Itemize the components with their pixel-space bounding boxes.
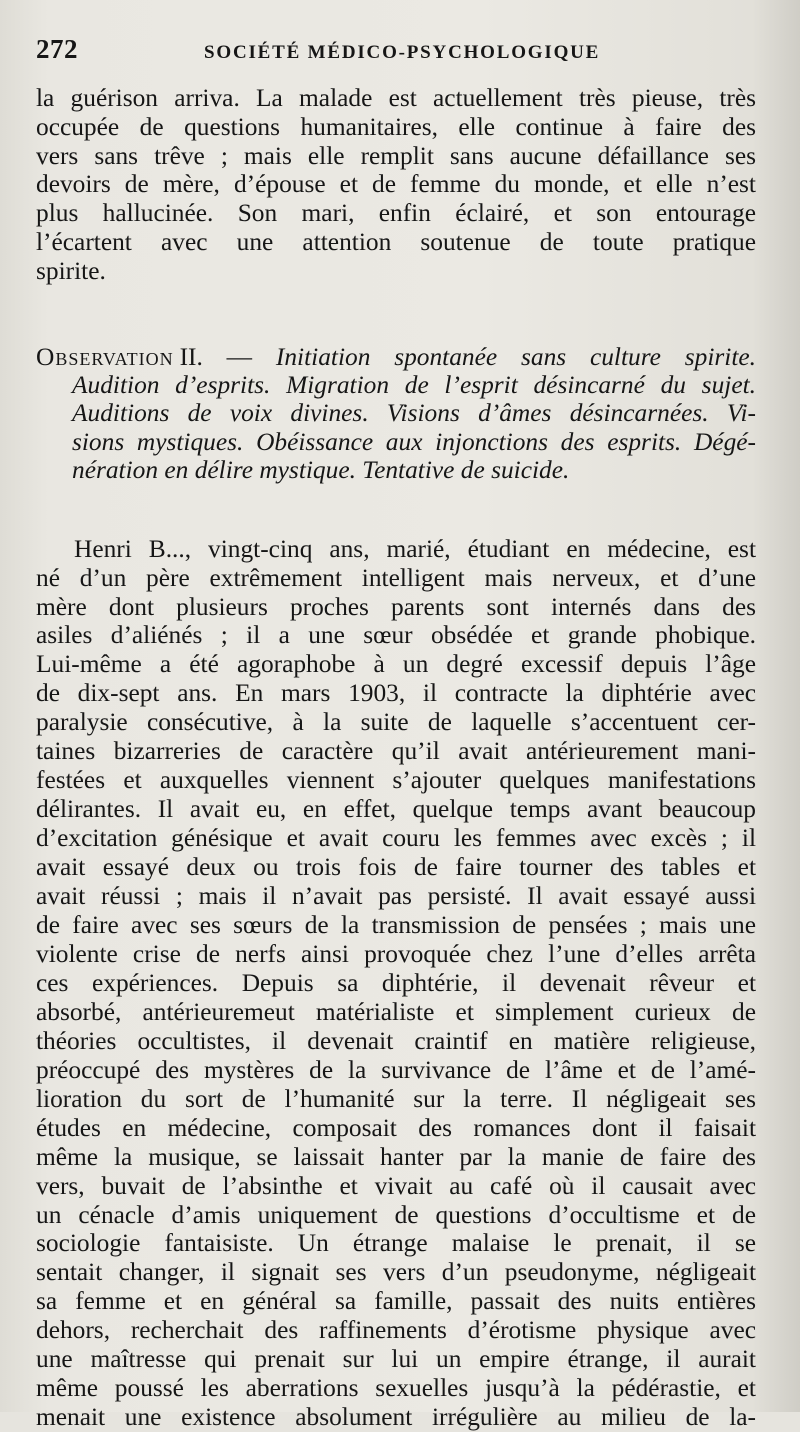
text-line: sentait changer, il signait ses vers d’un pseudonyme, négligeait [36, 1258, 756, 1287]
observation-heading-line [36, 343, 756, 371]
text-line: vers, buvait de l’absinthe et vivait au café où il causait avec [36, 1171, 756, 1200]
text-line: d’excitation génésique et avait couru les femmes avec excès ; il [36, 824, 756, 853]
text-line: vers sans trêve ; mais elle remplit sans aucune défaillance ses [36, 141, 756, 170]
text-line: études en médecine, composait des romances dont il faisait [36, 1113, 756, 1142]
text-line: né d’un père extrêmement intelligent mais nerveux, et d’une [36, 563, 756, 592]
text-line: la guérison arriva. La malade est actuellement très pieuse, très [36, 84, 756, 112]
text-line: menait une existence absolument irrégulière au milieu de la- [36, 1403, 756, 1432]
observation-number: II. [179, 342, 203, 371]
case-paragraph [36, 535, 756, 1432]
text-line: même la musique, se laissait hanter par la manie de faire des [36, 1142, 756, 1171]
text-line: festées et auxquelles viennent s’ajouter quelques manifestations [36, 766, 756, 795]
observation-label: Observation [36, 342, 174, 371]
observation-heading [36, 343, 756, 485]
text-line: plus hallucinée. Son mari, enfin éclairé, et son entourage [36, 199, 756, 228]
observation-line [36, 399, 756, 427]
text-line: mère dont plusieurs proches parents sont internés dans des [36, 592, 756, 621]
text-line: occupée de questions humanitaires, elle continue à faire des [36, 112, 756, 141]
text-line: absorbé, antérieuremeut matérialiste et simplement curieux de [36, 997, 756, 1026]
text-line: lioration du sort de l’humanité sur la terre. Il négligeait ses [36, 1084, 756, 1113]
text-line: Henri B..., vingt-cinq ans, marié, étudiant en médecine, est [74, 534, 756, 563]
text-line: sa femme et en général sa famille, passait des nuits entières [36, 1287, 756, 1316]
text-line: une maîtresse qui prenait sur lui un empire étrange, il aurait [36, 1345, 756, 1374]
text-line: l’écartent avec une attention soutenue de toute pratique [36, 227, 756, 256]
observation-title: Initiation spontanée sans culture spirite. [275, 342, 756, 371]
page-number: 272 [36, 34, 78, 64]
running-title: SOCIÉTÉ MÉDICO-PSYCHOLOGIQUE [204, 42, 601, 63]
running-head [36, 34, 756, 74]
observation-line-text: Audition d’esprits. Migration de l’esprit désincarné du sujet. [72, 370, 756, 399]
text-line: ces expériences. Depuis sa diphtérie, il devenait rêveur et [36, 968, 756, 997]
text-line: de faire avec ses sœurs de la transmission de pensées ; mais une [36, 911, 756, 939]
text-line: spirite. [36, 256, 106, 285]
text-line: même poussé les aberrations sexuelles jusqu’à la pédérastie, et [36, 1374, 756, 1403]
text-line: de dix-sept ans. En mars 1903, il contracte la diphtérie avec [36, 679, 756, 708]
text-line: violente crise de nerfs ainsi provoquée chez l’une d’elles arrêta [36, 939, 756, 968]
text-line: Lui-même a été agoraphobe à un degré excessif depuis l’âge [36, 650, 756, 679]
observation-line [36, 428, 756, 456]
text-line: dehors, recherchait des raffinements d’érotisme physique avec [36, 1316, 756, 1345]
text-line: un cénacle d’amis uniquement de questions d’occultisme et de [36, 1200, 756, 1229]
text-line: devoirs de mère, d’épouse et de femme du monde, et elle n’est [36, 170, 756, 199]
intro-paragraph [36, 84, 756, 286]
observation-line-text: Auditions de voix divines. Visions d’âmes désincarnées. Vi- [72, 399, 756, 428]
text-line: sociologie fantaisiste. Un étrange malaise le prenait, il se [36, 1229, 756, 1258]
text-line: paralysie consécutive, à la suite de laquelle s’accentuent cer- [36, 708, 756, 737]
observation-line [36, 456, 756, 484]
text-line: asiles d’aliénés ; il a une sœur obsédée et grande phobique. [36, 621, 756, 650]
text-line: préoccupé des mystères de la survivance de l’âme et de l’amé- [36, 1055, 756, 1084]
text-line: avait essayé deux ou trois fois de faire tourner des tables et [36, 853, 756, 882]
observation-line-text: nération en délire mystique. Tentative de suicide. [72, 456, 570, 485]
text-line: théories occultistes, il devenait craintif en matière religieuse, [36, 1026, 756, 1055]
observation-dash: — [202, 342, 276, 371]
text-line: taines bizarreries de caractère qu’il avait antérieurement mani- [36, 737, 756, 766]
observation-line-text: sions mystiques. Obéissance aux injonctions des esprits. Dégé- [72, 427, 756, 456]
text-line: avait réussi ; mais il n’avait pas persisté. Il avait essayé aussi [36, 882, 756, 911]
observation-line [36, 371, 756, 399]
text-line: délirantes. Il avait eu, en effet, quelque temps avant beaucoup [36, 795, 756, 824]
